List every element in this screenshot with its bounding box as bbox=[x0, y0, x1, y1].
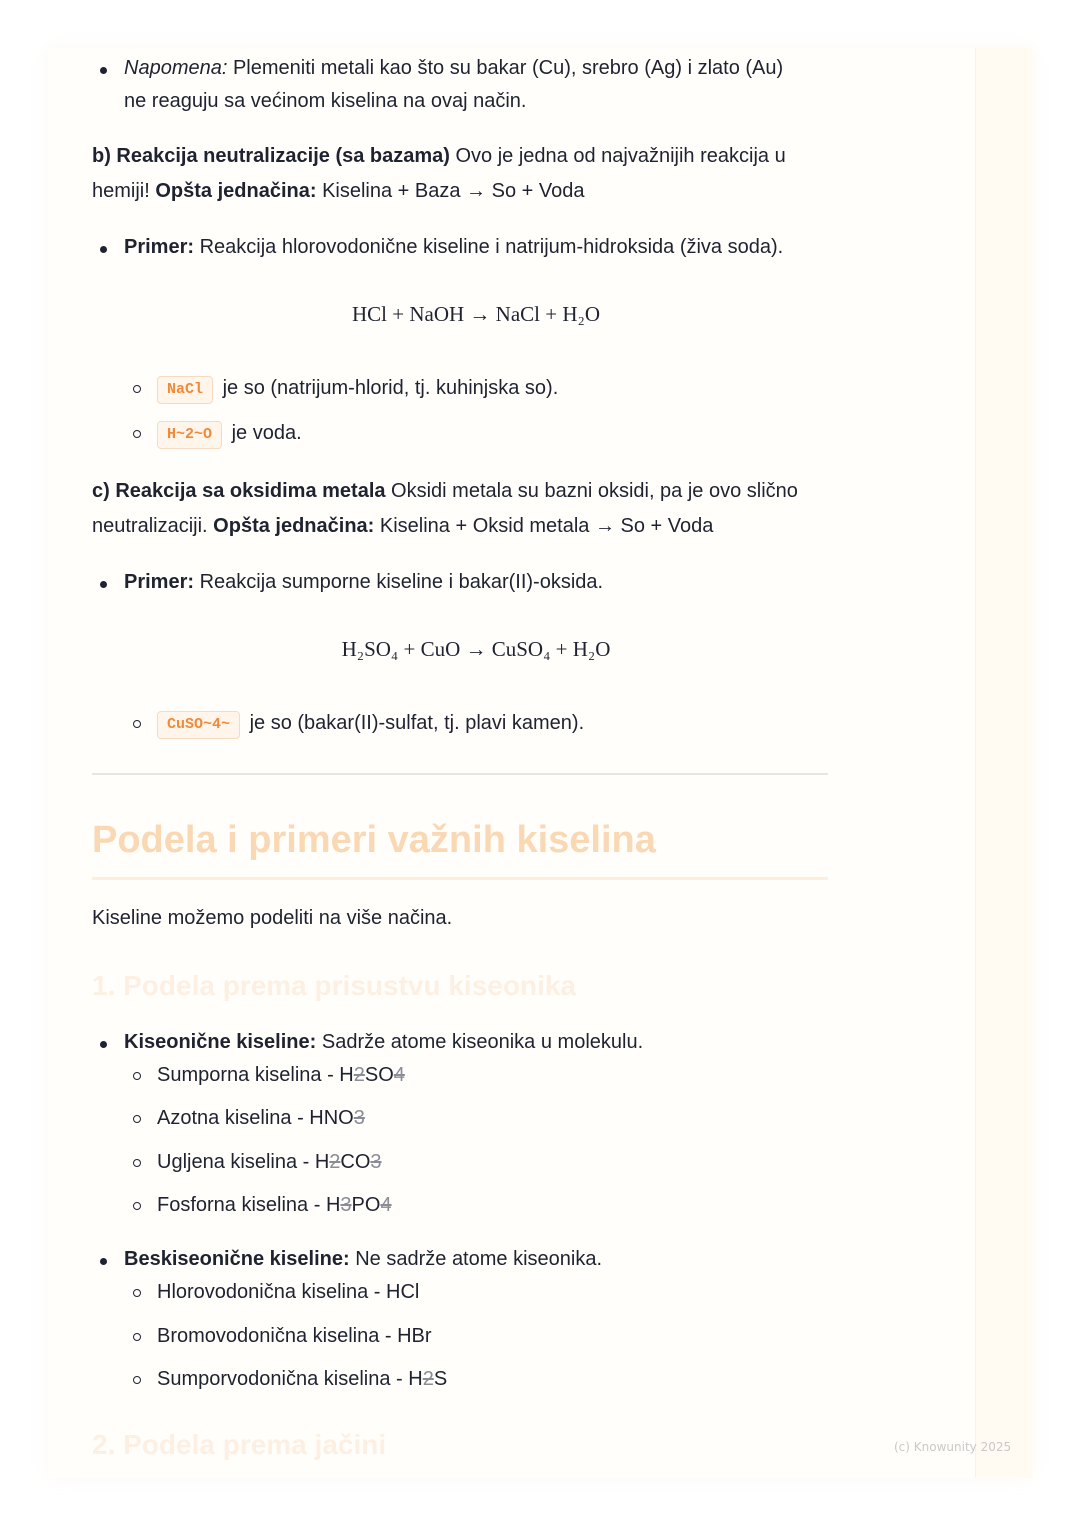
oxo-text: Sadrže atome kiseonika u molekulu. bbox=[316, 1031, 644, 1053]
acid-formula-part: CO bbox=[340, 1151, 371, 1173]
equation-b bbox=[92, 302, 860, 327]
bullet-dot bbox=[100, 67, 107, 74]
section-c-paragraph bbox=[92, 474, 852, 544]
bullet-dot bbox=[100, 1041, 107, 1048]
bullet-dot bbox=[100, 1258, 107, 1265]
acid-subscript: 2 bbox=[422, 1368, 434, 1390]
equation-b-text: HCl + NaOH → NaCl + H₂O bbox=[352, 302, 600, 326]
section-heading: Podela i primeri važnih kiselina bbox=[92, 819, 656, 861]
acid-name: Sumporna kiselina - H bbox=[157, 1064, 354, 1086]
acid-subscript: 2 bbox=[353, 1064, 365, 1086]
circle-bullet bbox=[133, 1159, 141, 1167]
note-text: Plemeniti metali kao što su bakar (Cu), srebro (Ag) i zlato (Au) bbox=[227, 57, 784, 79]
circle-bullet bbox=[133, 1072, 141, 1080]
note-cuso4-text: je so (bakar(II)-sulfat, tj. plavi kamen). bbox=[249, 712, 585, 734]
example-text: Reakcija hlorovodonične kiseline i natrijum-hidroksida (živa soda). bbox=[194, 236, 784, 258]
list-item bbox=[92, 1276, 857, 1309]
acid-name: Hlorovodonična kiselina - HCl bbox=[157, 1281, 420, 1303]
circle-bullet bbox=[133, 1289, 141, 1297]
acid-name: Sumporvodonična kiselina - H bbox=[157, 1368, 423, 1390]
acid-formula-part: S bbox=[433, 1368, 448, 1390]
section-b-text: Ovo je jedna od najvažnijih reakcija u bbox=[449, 145, 786, 167]
acid-subscript: 2 bbox=[329, 1151, 341, 1173]
acid-name: Azotna kiselina - HNO bbox=[157, 1107, 354, 1129]
note-h2o bbox=[92, 417, 857, 450]
nonoxo-text: Ne sadrže atome kiseonika. bbox=[349, 1248, 603, 1270]
circle-bullet bbox=[133, 1115, 141, 1123]
circle-bullet bbox=[133, 720, 141, 728]
subheading-1: 1. Podela prema prisustvu kiseonika bbox=[92, 970, 576, 1001]
acid-name: Ugljena kiselina - H bbox=[157, 1151, 330, 1173]
circle-bullet bbox=[133, 430, 141, 438]
acid-subscript: 3 bbox=[353, 1107, 365, 1129]
example-text: Reakcija sumporne kiseline i bakar(II)-oksida. bbox=[194, 571, 604, 593]
section-c-title: c) Reakcija sa oksidima metala bbox=[92, 480, 386, 502]
list-item bbox=[92, 1363, 857, 1396]
copyright-footer: (c) Knowunity 2025 bbox=[894, 1440, 1012, 1454]
example-label: Primer: bbox=[124, 571, 195, 593]
nonoxo-acids-bullet bbox=[92, 1243, 884, 1276]
section-b-text-2: hemiji! bbox=[92, 180, 156, 202]
oxo-label: Kiseonične kiseline: bbox=[124, 1031, 317, 1053]
bullet-dot bbox=[100, 246, 107, 253]
subheading-2: 2. Podela prema jačini bbox=[92, 1429, 387, 1460]
note-label: Napomena: bbox=[124, 57, 228, 79]
note-text-2: ne reaguju sa većinom kiselina na ovaj način. bbox=[124, 90, 527, 112]
nonoxo-label: Beskiseonične kiseline: bbox=[124, 1248, 350, 1270]
acid-name: Fosforna kiselina - H bbox=[157, 1194, 341, 1216]
acid-subscript: 4 bbox=[380, 1194, 392, 1216]
section-c-text-2: neutralizaciji. bbox=[92, 515, 214, 537]
section-b-example bbox=[92, 231, 884, 264]
list-item bbox=[92, 1059, 857, 1092]
section-b-eq-text: Kiselina + Baza → So + Voda bbox=[316, 180, 585, 202]
example-label: Primer: bbox=[124, 236, 195, 258]
oxo-acids-bullet bbox=[92, 1026, 884, 1059]
acid-subscript: 4 bbox=[393, 1064, 405, 1086]
section-b-paragraph bbox=[92, 139, 852, 209]
code-h2o: H~2~O bbox=[157, 421, 222, 449]
list-item bbox=[92, 1189, 857, 1222]
equation-c bbox=[92, 637, 860, 662]
code-cuso4: CuSO~4~ bbox=[157, 711, 240, 739]
list-item bbox=[92, 1146, 857, 1179]
note-cuso4 bbox=[92, 707, 857, 740]
acid-subscript: 3 bbox=[370, 1151, 382, 1173]
heading-underline bbox=[92, 877, 828, 880]
page-side-margin bbox=[976, 48, 1032, 1478]
note-bullet bbox=[92, 52, 884, 118]
acid-formula-part: SO bbox=[364, 1064, 394, 1086]
section-c-eq-label: Opšta jednačina: bbox=[213, 515, 375, 537]
equation-c-text: H₂SO₄ + CuO → CuSO₄ + H₂O bbox=[341, 637, 611, 661]
bullet-dot bbox=[100, 581, 107, 588]
circle-bullet bbox=[133, 1333, 141, 1341]
circle-bullet bbox=[133, 1376, 141, 1384]
circle-bullet bbox=[133, 1202, 141, 1210]
note-nacl-text: je so (natrijum-hlorid, tj. kuhinjska so). bbox=[222, 377, 559, 399]
note-h2o-text: je voda. bbox=[231, 422, 302, 444]
divider bbox=[92, 773, 828, 775]
circle-bullet bbox=[133, 385, 141, 393]
acid-name: Bromovodonična kiselina - HBr bbox=[157, 1325, 432, 1347]
section-c-text: Oksidi metala su bazni oksidi, pa je ovo slično bbox=[385, 480, 798, 502]
intro-text: Kiseline možemo podeliti na više načina. bbox=[92, 907, 453, 929]
list-item bbox=[92, 1102, 857, 1135]
section-b-eq-label: Opšta jednačina: bbox=[155, 180, 317, 202]
section-c-example bbox=[92, 566, 884, 599]
list-item bbox=[92, 1320, 857, 1353]
section-c-eq-text: Kiselina + Oksid metala → So + Voda bbox=[374, 515, 714, 537]
note-nacl bbox=[92, 372, 857, 405]
code-nacl: NaCl bbox=[157, 376, 213, 404]
acid-formula-part: PO bbox=[351, 1194, 381, 1216]
section-b-title: b) Reakcija neutralizacije (sa bazama) bbox=[92, 145, 450, 167]
acid-subscript: 3 bbox=[340, 1194, 352, 1216]
